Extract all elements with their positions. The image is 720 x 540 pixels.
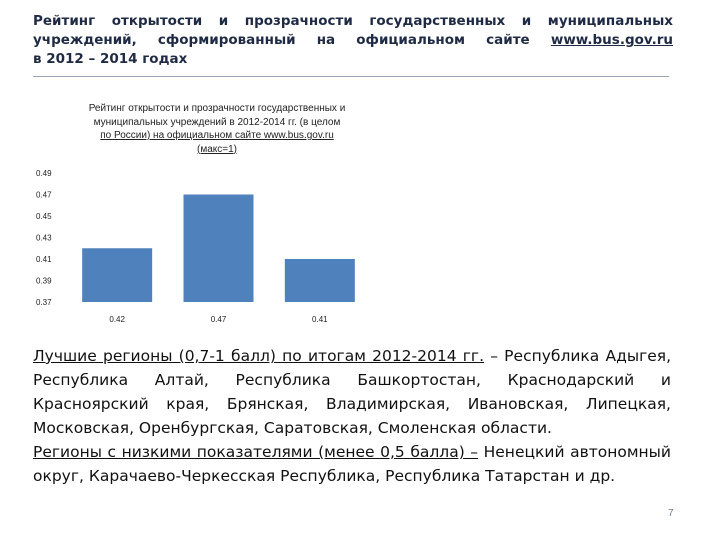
y-tick-label: 0.49 [36, 169, 52, 178]
y-tick-label: 0.41 [36, 255, 52, 264]
bar [285, 259, 355, 302]
x-tick-label: 0.41 [312, 315, 328, 324]
bar [184, 195, 254, 303]
chart-title-line-3: по России) на официальном сайте www.bus.gov.ru [100, 130, 334, 141]
slide-title-line-1: Рейтинг открытости и прозрачности государственных и муниципальных [33, 13, 673, 29]
y-tick-label: 0.39 [36, 276, 52, 286]
chart-title-line-2: муниципальных учреждений в 2012-2014 гг. (в целом [93, 116, 341, 128]
x-tick-label: 0.42 [109, 315, 125, 324]
best-regions-heading: Лучшие регионы (0,7-1 балл) по итогам 2012-2014 гг. [33, 347, 485, 365]
y-tick-label: 0.43 [36, 233, 52, 243]
y-tick-label: 0.47 [36, 190, 52, 200]
slide-title-line-3: в 2012 – 2014 годах [33, 51, 188, 67]
best-regions-paragraph [33, 344, 671, 440]
body-text [33, 344, 671, 488]
low-regions-list: Ненецкий автономный округ, Карачаево-Черкесская Республика, Республика Татарстан и др. [33, 443, 671, 485]
chart-title-line-1: Рейтинг открытости и прозрачности государственных и [88, 103, 346, 114]
slide-title-line-2-text: учреждений, сформированный на официальном сайте [33, 32, 530, 48]
x-tick-label: 0.47 [210, 315, 227, 324]
bar [82, 248, 152, 302]
chart-title-line-4: (макс=1) [197, 143, 237, 155]
best-regions-list: – Республика Адыгея, Республика Алтай, Республика Башкортостан, Краснодарский и Красноярский края, Брянская, Владимирская, Ивановская, Липецкая, Московская, Оренбургская, Саратовская, Смоленская области. [33, 347, 671, 437]
y-tick-label: 0.45 [36, 212, 52, 221]
page-number: 7 [668, 508, 674, 519]
low-regions-heading: Регионы с низкими показателями (менее 0,5 балла) – [33, 443, 479, 461]
site-url-link[interactable]: www.bus.gov.ru [550, 32, 673, 48]
low-regions-paragraph [33, 440, 671, 488]
y-tick-label: 0.37 [36, 298, 52, 307]
